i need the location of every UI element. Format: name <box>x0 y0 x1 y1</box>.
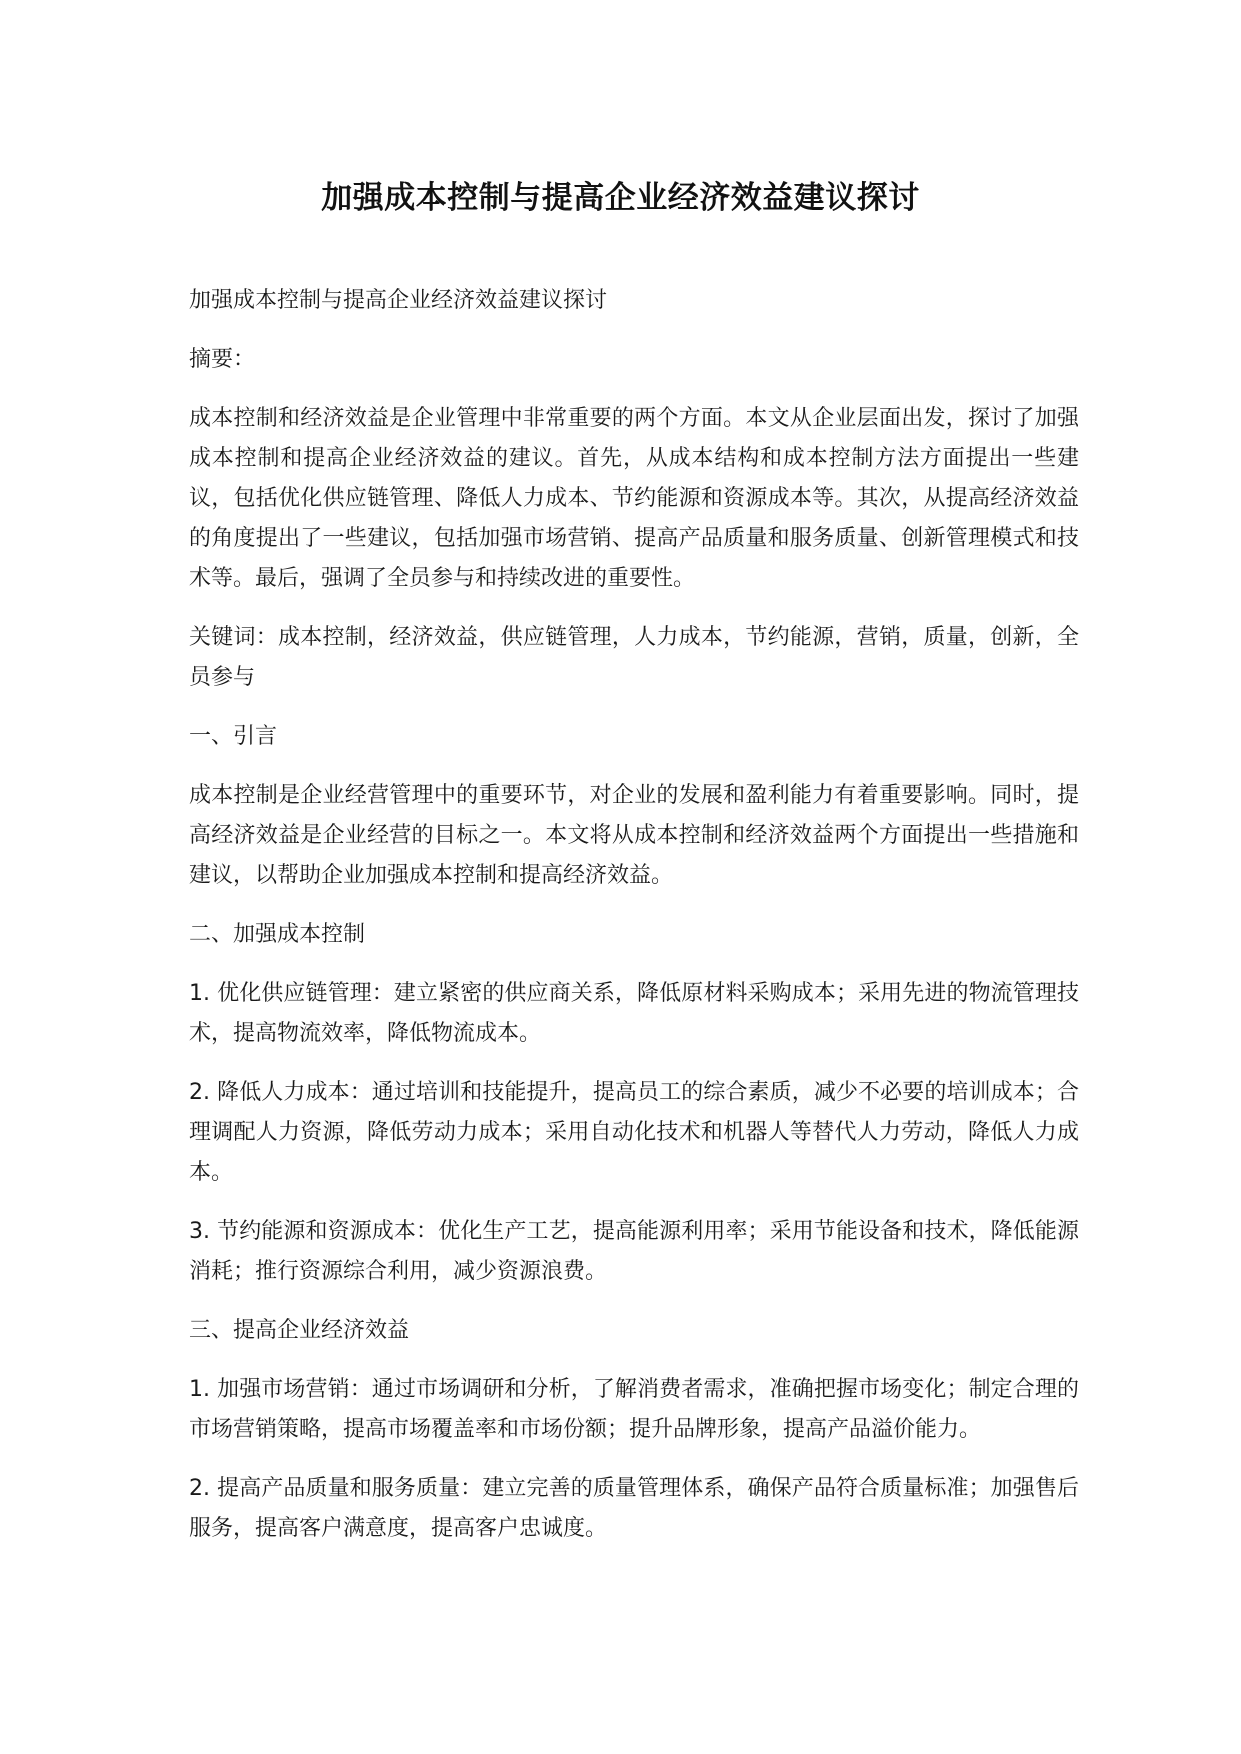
introduction-paragraph: 成本控制是企业经营管理中的重要环节，对企业的发展和盈利能力有着重要影响。同时，提高经济效益是企业经营的目标之一。本文将从成本控制和经济效益两个方面提出一些措施和建议，以帮助企业加强成本控制和提高经济效益。 <box>189 783 1079 888</box>
section-heading-cost-control: 二、加强成本控制 <box>189 922 366 947</box>
keywords-paragraph: 关键词：成本控制，经济效益，供应链管理，人力成本，节约能源，营销，质量，创新，全员参与 <box>189 625 1079 690</box>
document-title: 加强成本控制与提高企业经济效益建议探讨 <box>321 180 920 216</box>
section-heading-economic-benefit: 三、提高企业经济效益 <box>189 1318 410 1343</box>
list-item: 1. 加强市场营销：通过市场调研和分析，了解消费者需求，准确把握市场变化；制定合理的市场营销策略，提高市场覆盖率和市场份额；提升品牌形象，提高产品溢价能力。 <box>189 1377 1079 1442</box>
abstract-paragraph: 成本控制和经济效益是企业管理中非常重要的两个方面。本文从企业层面出发，探讨了加强成本控制和提高企业经济效益的建议。首先，从成本结构和成本控制方法方面提出一些建议，包括优化供应链管理、降低人力成本、节约能源和资源成本等。其次，从提高经济效益的角度提出了一些建议，包括加强市场营销、提高产品质量和服务质量、创新管理模式和技术等。最后，强调了全员参与和持续改进的重要性。 <box>189 406 1079 591</box>
abstract-heading: 摘要： <box>189 347 256 372</box>
list-item: 3. 节约能源和资源成本：优化生产工艺，提高能源利用率；采用节能设备和技术，降低能源消耗；推行资源综合利用，减少资源浪费。 <box>189 1219 1079 1284</box>
list-item: 1. 优化供应链管理：建立紧密的供应商关系，降低原材料采购成本；采用先进的物流管理技术，提高物流效率，降低物流成本。 <box>189 981 1079 1046</box>
list-item: 2. 提高产品质量和服务质量：建立完善的质量管理体系，确保产品符合质量标准；加强售后服务，提高客户满意度，提高客户忠诚度。 <box>189 1476 1079 1541</box>
subtitle-paragraph: 加强成本控制与提高企业经济效益建议探讨 <box>189 288 608 313</box>
list-item: 2. 降低人力成本：通过培训和技能提升，提高员工的综合素质，减少不必要的培训成本；合理调配人力资源，降低劳动力成本；采用自动化技术和机器人等替代人力劳动，降低人力成本。 <box>189 1080 1079 1185</box>
document-body <box>189 281 1079 1568</box>
section-heading-introduction: 一、引言 <box>189 724 278 749</box>
